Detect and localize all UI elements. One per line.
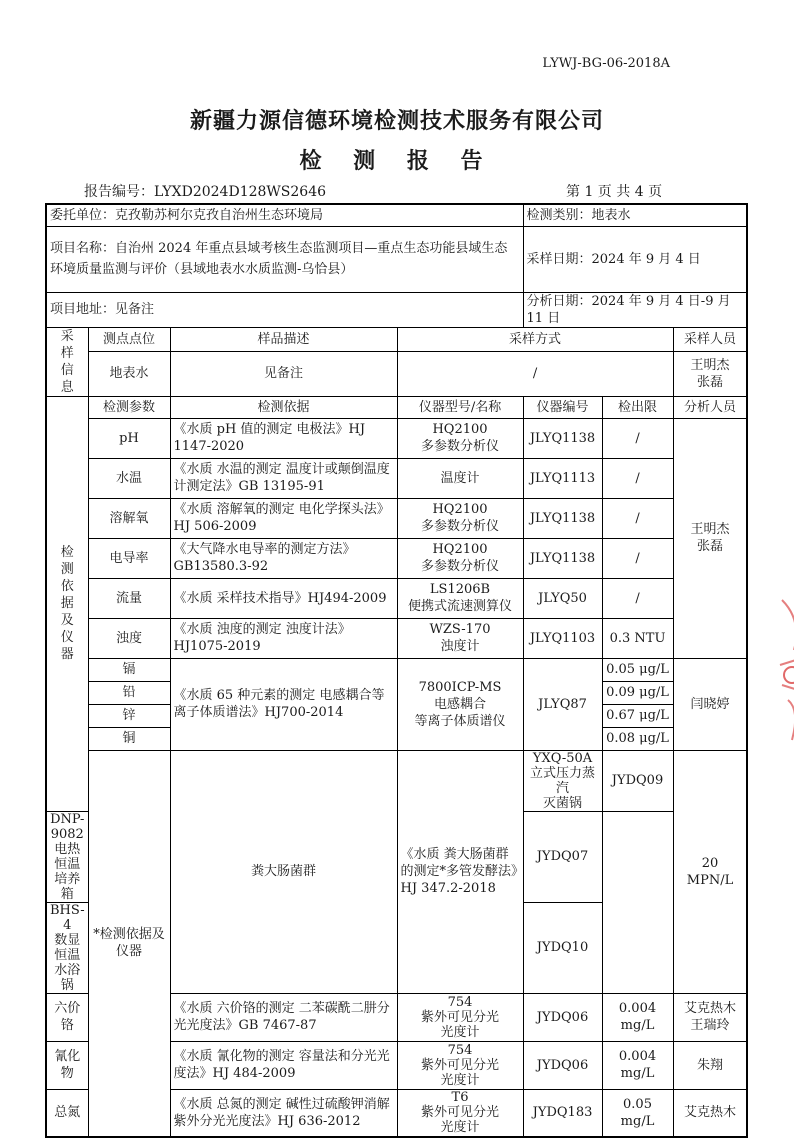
table-row (46, 418, 747, 458)
analysis-date: 分析日期：2024 年 9 月 4 日-9 月 11 日 (523, 292, 747, 327)
table-row (46, 658, 747, 681)
limit-pb: 0.09 μg/L (602, 681, 673, 704)
table-row (46, 498, 747, 538)
header-param: 检测参数 (88, 396, 170, 418)
number-coliform-2: JYDQ07 (523, 811, 602, 902)
param-flow: 流量 (88, 578, 170, 618)
detect-header-row (46, 396, 747, 418)
param-zn: 锌 (88, 704, 170, 727)
instrument-do: HQ2100 多参数分析仪 (397, 498, 523, 538)
param-do: 溶解氧 (88, 498, 170, 538)
instrument-flow: LS1206B 便携式流速测算仪 (397, 578, 523, 618)
param-tn: 总氮 (46, 1089, 88, 1137)
sampling-people: 王明杰 张磊 (673, 351, 747, 396)
seal-stamp-icon (752, 590, 794, 750)
sampling-date: 采样日期：2024 年 9 月 4 日 (523, 226, 747, 292)
table-row (46, 458, 747, 498)
param-cr6: 六价铬 (46, 993, 88, 1041)
sampling-header-row (46, 327, 747, 351)
company-name: 新疆力源信德环境检测技术服务有限公司 (189, 109, 604, 134)
project-address: 项目地址：见备注 (46, 292, 523, 327)
instrument-cr6: 754 紫外可见分光 光度计 (397, 993, 523, 1041)
param-pb: 铅 (88, 681, 170, 704)
header-method: 采样方式 (397, 327, 673, 351)
param-cd: 镉 (88, 658, 170, 681)
number-metals: JLYQ87 (523, 658, 602, 750)
sampling-section-label: 采样信息 (46, 327, 88, 396)
limit-cu: 0.08 μg/L (602, 727, 673, 750)
basis-cn: 《水质 氰化物的测定 容量法和分光光度法》HJ 484-2009 (170, 1041, 397, 1089)
report-title: 检 测 报 告 (299, 149, 495, 174)
sampling-method: / (397, 351, 673, 396)
header-point: 测点点位 (88, 327, 170, 351)
header-instrument: 仪器型号/名称 (397, 396, 523, 418)
limit-coliform: 20 MPN/L (673, 750, 747, 993)
instrument-temp: 温度计 (397, 458, 523, 498)
header-limit: 检出限 (602, 396, 673, 418)
limit-ph: / (602, 418, 673, 458)
number-cr6: JYDQ06 (523, 993, 602, 1041)
param-cu: 铜 (88, 727, 170, 750)
table-row (46, 750, 747, 811)
sampling-point: 地表水 (88, 351, 170, 396)
document-code: LYWJ-BG-06-2018A (542, 56, 670, 71)
client: 委托单位：克孜勒苏柯尔克孜自治州生态环境局 (46, 204, 523, 226)
category: 检测类别：地表水 (523, 204, 747, 226)
instrument-cn: 754 紫外可见分光 光度计 (397, 1041, 523, 1089)
basis-coliform: 《水质 粪大肠菌群的测定*多管发酵法》HJ 347.2-2018 (397, 750, 523, 993)
param-coliform: 粪大肠菌群 (170, 750, 397, 993)
instrument-coliform-1: YXQ-50A 立式压力蒸汽 灭菌锅 (523, 750, 602, 811)
limit-cond: / (602, 538, 673, 578)
header-desc: 样品描述 (170, 327, 397, 351)
instrument-turb: WZS-170 浊度计 (397, 618, 523, 658)
number-flow: JLYQ50 (523, 578, 602, 618)
limit-zn: 0.67 μg/L (602, 704, 673, 727)
sampling-row (46, 351, 747, 396)
analyst-cn: 朱翔 (673, 1041, 747, 1089)
header-basis: 检测依据 (170, 396, 397, 418)
param-turb: 浊度 (88, 618, 170, 658)
table-row (46, 538, 747, 578)
header-number: 仪器编号 (523, 396, 602, 418)
info-row (46, 204, 747, 226)
number-cn: JYDQ06 (523, 1041, 602, 1089)
info-row (46, 292, 747, 327)
seal-stamp-shape (780, 600, 794, 740)
number-ph: JLYQ1138 (523, 418, 602, 458)
number-tn: JYDQ183 (523, 1089, 602, 1137)
number-turb: JLYQ1103 (523, 618, 602, 658)
report-table (45, 203, 748, 1138)
basis-tn: 《水质 总氮的测定 碱性过硫酸钾消解紫外分光光度法》HJ 636-2012 (170, 1089, 397, 1137)
analyst-metals: 闫晓婷 (673, 658, 747, 750)
limit-tn: 0.05 mg/L (602, 1089, 673, 1137)
limit-do: / (602, 498, 673, 538)
report-number: 报告编号：LYXD2024D128WS2646 (84, 184, 327, 200)
param-temp: 水温 (88, 458, 170, 498)
instrument-metals: 7800ICP-MS 电感耦合 等离子体质谱仪 (397, 658, 523, 750)
basis-cr6: 《水质 六价铬的测定 二苯碳酰二肼分光光度法》GB 7467-87 (170, 993, 397, 1041)
limit-temp: / (602, 458, 673, 498)
limit-turb: 0.3 NTU (602, 618, 673, 658)
detect-section-label: 检测依据及仪器 (46, 396, 88, 811)
header-people: 采样人员 (673, 327, 747, 351)
project-name: 项目名称：自治州 2024 年重点县域考核生态监测项目—重点生态功能县域生态环境质量监测与评价（县域地表水水质监测-乌恰县） (46, 226, 523, 292)
analyst-tn: 艾克热木 (673, 1089, 747, 1137)
limit-cr6: 0.004 mg/L (602, 993, 673, 1041)
basis-turb: 《水质 浊度的测定 浊度计法》HJ1075-2019 (170, 618, 397, 658)
table-row (46, 618, 747, 658)
table-row (46, 578, 747, 618)
limit-flow: / (602, 578, 673, 618)
basis-cond: 《大气降水电导率的测定方法》GB13580.3-92 (170, 538, 397, 578)
number-do: JLYQ1138 (523, 498, 602, 538)
number-cond: JLYQ1138 (523, 538, 602, 578)
number-temp: JLYQ1113 (523, 458, 602, 498)
basis-do: 《水质 溶解氧的测定 电化学探头法》HJ 506-2009 (170, 498, 397, 538)
basis-ph: 《水质 pH 值的测定 电极法》HJ 1147-2020 (170, 418, 397, 458)
basis-flow: 《水质 采样技术指导》HJ494-2009 (170, 578, 397, 618)
number-coliform-1: JYDQ09 (602, 750, 673, 811)
param-cond: 电导率 (88, 538, 170, 578)
basis-temp: 《水质 水温的测定 温度计或颠倒温度计测定法》GB 13195-91 (170, 458, 397, 498)
analyst-cr6: 艾克热木 王瑞玲 (673, 993, 747, 1041)
instrument-coliform-2: DNP-9082 电热恒温培养箱 (46, 811, 88, 902)
basis-metals: 《水质 65 种元素的测定 电感耦合等离子体质谱法》HJ700-2014 (170, 658, 397, 750)
number-coliform-3: JYDQ10 (523, 902, 602, 993)
analyst-group1: 王明杰 张磊 (673, 418, 747, 658)
instrument-tn: T6 紫外可见分光 光度计 (397, 1089, 523, 1137)
instrument-coliform-3: BHS-4 数显恒温水浴锅 (46, 902, 88, 993)
header-analyst: 分析人员 (673, 396, 747, 418)
instrument-cond: HQ2100 多参数分析仪 (397, 538, 523, 578)
page-info: 第 1 页 共 4 页 (566, 184, 663, 200)
instrument-ph: HQ2100 多参数分析仪 (397, 418, 523, 458)
param-cn: 氰化物 (46, 1041, 88, 1089)
detect-section2-label: *检测依据及仪器 (88, 750, 170, 1137)
sampling-desc: 见备注 (170, 351, 397, 396)
param-ph: pH (88, 418, 170, 458)
info-row (46, 226, 747, 292)
limit-cd: 0.05 μg/L (602, 658, 673, 681)
limit-cn: 0.004 mg/L (602, 1041, 673, 1089)
